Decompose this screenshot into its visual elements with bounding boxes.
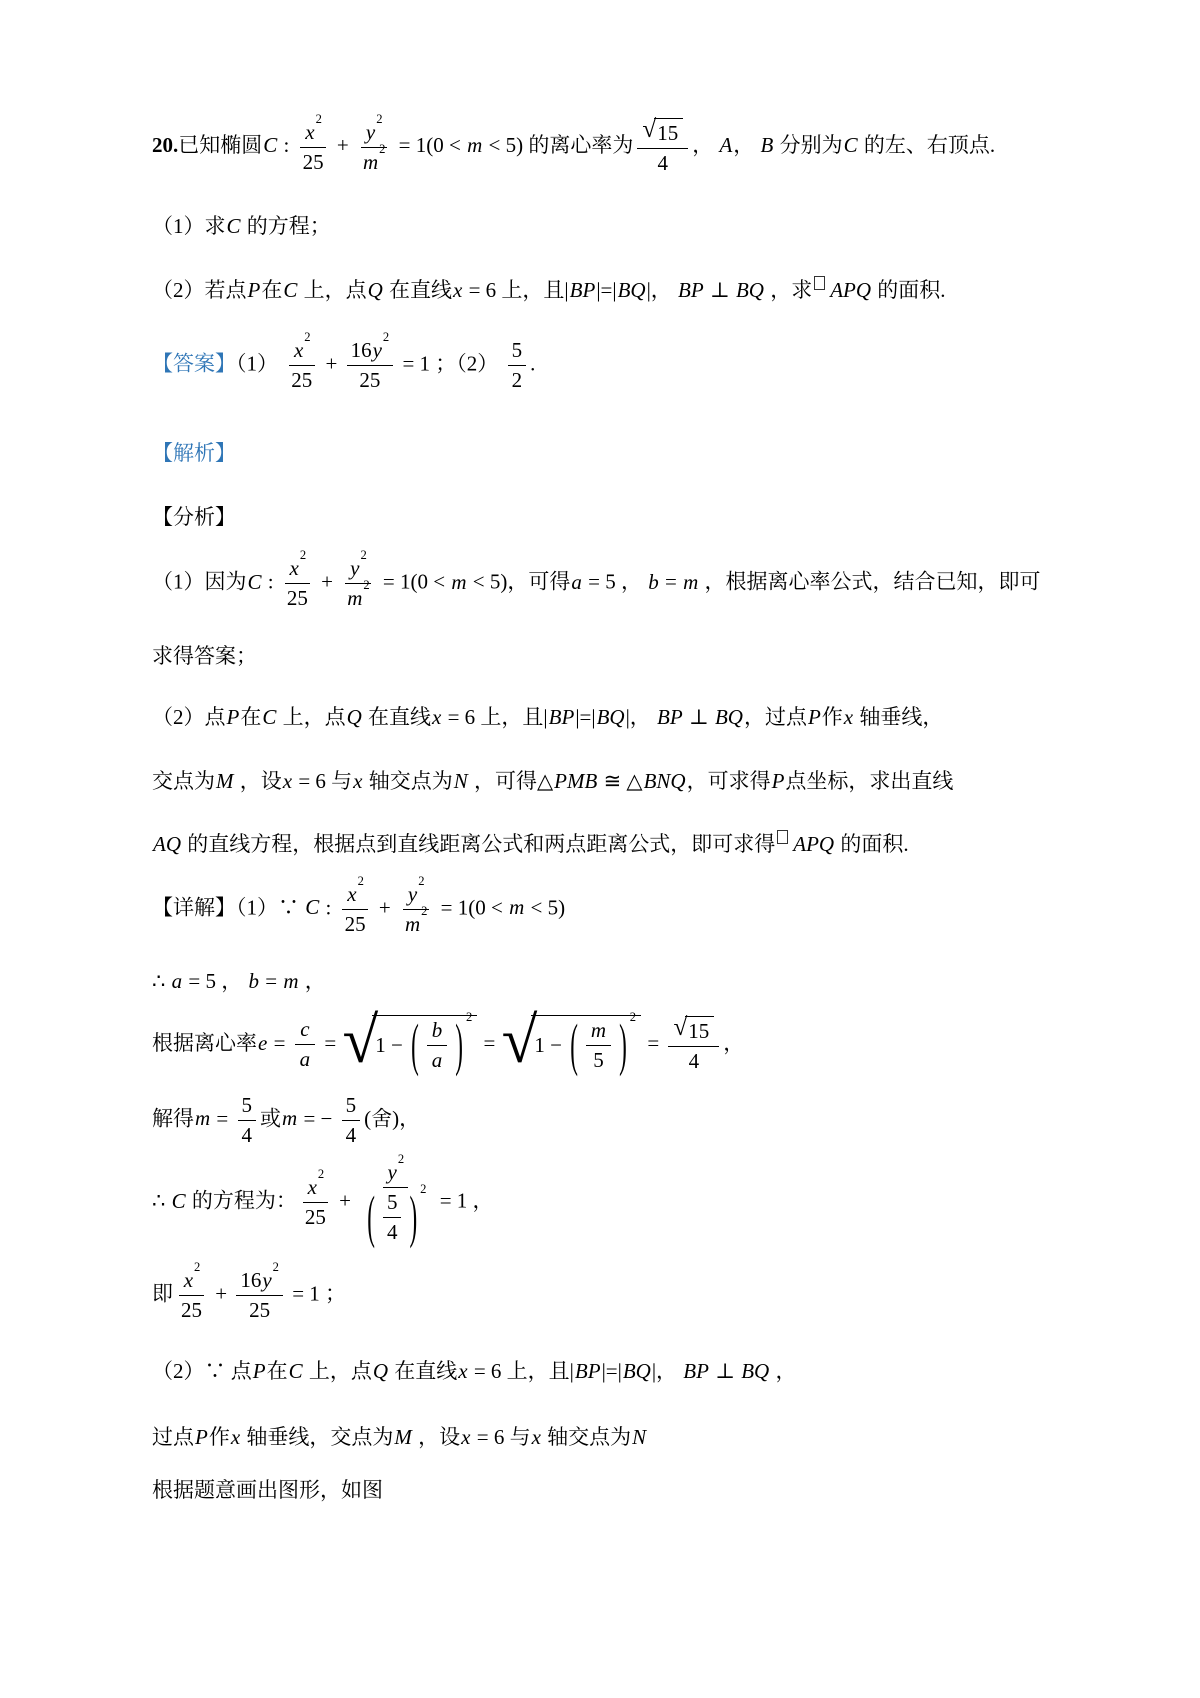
eccentricity-equation: 根据离心率e = $\frac{c}{a}$ = √ 1 − ( $\frac{b}{a}$ ) 2 = √ 1 − ( $\frac{m}{5}$ ) 2 = √ 15 4 ， <box>152 1004 745 1077</box>
answer-line: 【答案】（1） x 2 25 + 16 y 2 25 = 1 ；（2） $\frac{5}{2}$ . <box>152 329 536 392</box>
analysis-heading: 【分析】 <box>152 504 236 529</box>
part2-question: （2）若点P在C 上，点Q 在直线x = 6 上，且|BP|=|BQ|， BP ⊥ BQ ，求 APQ 的面积. <box>152 277 946 302</box>
part1-question: （1）求C 的方程； <box>152 214 331 239</box>
solution-a-b-values: ∴ a = 5 ， b = m ， <box>152 969 326 994</box>
explanation-marker: 【解析】 <box>152 440 236 465</box>
analysis-part1-line2: 求得答案； <box>152 643 257 668</box>
solution-part2-construction: 过点P作x 轴垂线，交点为M ，设x = 6 与x 轴交点为N <box>152 1424 647 1449</box>
ellipse-equation-simplified: 即 x 2 25 + 16 y 2 25 = 1 ； <box>152 1259 347 1322</box>
solve-m-line: 解得m = $\frac{5}{4}$ 或m = − $\frac{5}{4}$ (舍)， <box>152 1092 421 1147</box>
figure-caption: 根据题意画出图形，如图 <box>152 1478 383 1503</box>
analysis-part2-line3: AQ 的直线方程，根据点到直线距离公式和两点距离公式，即可求得 APQ 的面积. <box>153 832 909 857</box>
solution-part2-given: （2）∵ 点P在C 上，点Q 在直线x = 6 上，且|BP|=|BQ|， BP ⊥ BQ ， <box>152 1359 797 1384</box>
problem-statement: 20.已知椭圆C : x 2 25 + y 2 m 2 = 1(0 < m < 5) 的离心率为 √ 15 4 ， A， B 分别为C 的左、右顶点. <box>152 111 996 176</box>
ellipse-equation-raw: ∴ C 的方程为： x 2 25 + y 2 ( $\frac{5}{4}$ ) 2 = 1 ， <box>152 1152 494 1250</box>
analysis-part2-line1: （2）点P在C 上，点Q 在直线x = 6 上，且|BP|=|BQ|， BP ⊥ BQ，过点P作x 轴垂线， <box>152 705 944 730</box>
analysis-part2-line2: 交点为M ，设x = 6 与x 轴交点为N ，可得△PMB ≅ △BNQ，可求得P点坐标，求出直线 <box>152 768 954 793</box>
missing-glyph-box <box>777 830 788 844</box>
missing-glyph-box <box>814 276 825 290</box>
analysis-part1-line1: （1）因为C : x 2 25 + y 2 m 2 = 1(0 < m < 5)，可得a = 5 ， b = m ，根据离心率公式，结合已知，即可 <box>152 548 1041 611</box>
solution-part1-given: 【详解】（1）∵ C : x 2 25 + y 2 m 2 = 1(0 < m < 5) <box>152 873 566 937</box>
